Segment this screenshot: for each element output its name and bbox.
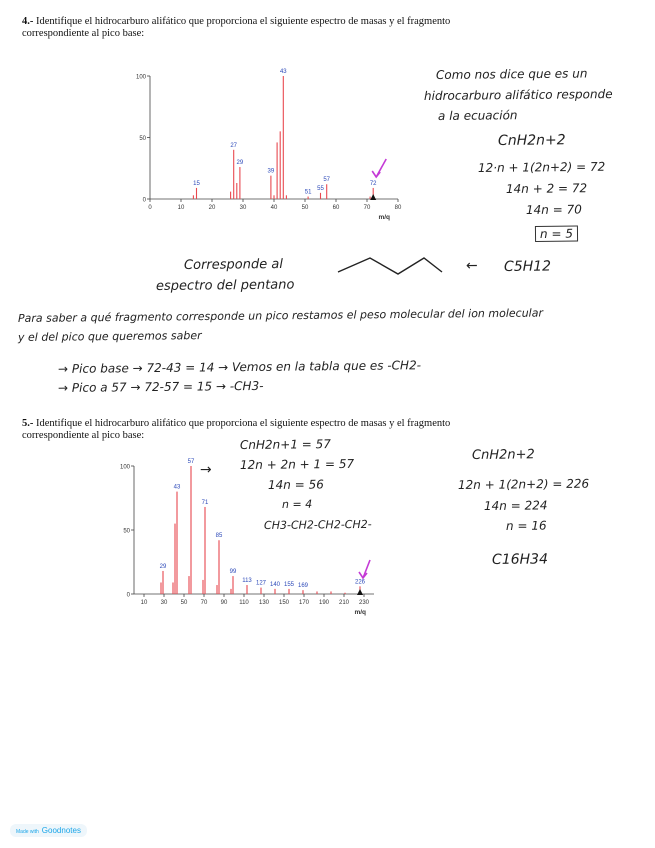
goodnotes-brand: Goodnotes (41, 826, 81, 835)
peak-label: 71 (201, 499, 209, 506)
peak-label: 169 (297, 583, 309, 590)
question-5-line1: Identifique el hidrocarburo alifático que proporciona el siguiente espectro de masas y el fragmento (36, 418, 451, 429)
peak-label: 127 (255, 580, 267, 587)
note-4-eq4-boxed: n = 5 (535, 226, 578, 242)
peak-label: 55 (317, 185, 324, 192)
x-tick-label: 130 (258, 600, 270, 606)
x-tick-label: 10 (140, 600, 148, 606)
molecular-ion-marker (357, 589, 363, 595)
peak-label: 113 (242, 578, 252, 585)
note-5-b3: 14n = 224 (483, 498, 548, 513)
note-5-a3: 14n = 56 (267, 477, 324, 492)
y-tick-label: 0 (126, 592, 130, 599)
x-tick-label: 170 (298, 600, 310, 606)
note-4-eq2: 14n + 2 = 72 (505, 181, 588, 196)
peak-label: 155 (283, 581, 295, 588)
x-tick-label: 210 (338, 600, 350, 606)
peak-label: 39 (267, 168, 275, 175)
note-5-a1: CnH2n+1 = 57 (239, 437, 331, 452)
x-tick-label: 80 (394, 205, 402, 211)
peak-label: 29 (236, 160, 244, 167)
y-tick-label: 100 (135, 74, 146, 81)
x-tick-label: 30 (160, 600, 168, 606)
y-tick-label: 0 (142, 197, 146, 204)
goodnotes-badge (10, 824, 87, 837)
y-tick-label: 50 (123, 528, 130, 535)
x-tick-label: 20 (208, 205, 216, 211)
mass-spectrum-chart-1 (128, 62, 418, 222)
x-tick-label: 70 (363, 205, 371, 211)
x-tick-label: 10 (177, 205, 185, 211)
peak-label: 226 (354, 579, 366, 586)
note-5-a4: n = 4 (281, 497, 313, 511)
question-4-line1: Identifique el hidrocarburo alifático que proporciona el siguiente espectro de masas y el fragmento (36, 16, 451, 27)
note-5-a2: 12n + 2n + 1 = 57 (239, 456, 355, 472)
note-4-line2: hidrocarburo alifático responde (423, 87, 613, 103)
question-5-number: 5.- (22, 418, 34, 429)
note-5-a5: CH3-CH2-CH2-CH2- (263, 517, 372, 532)
peak-label: 15 (193, 180, 200, 187)
note-4-corresponde: Corresponde al (183, 256, 283, 273)
peak-label: 57 (187, 459, 195, 465)
x-tick-label: 40 (270, 205, 278, 211)
x-tick-label: 90 (220, 600, 228, 606)
peak-label: 140 (269, 581, 281, 588)
x-axis-label: m/q (354, 609, 366, 616)
note-4-arrow: ← (465, 257, 478, 274)
question-5-line2: correspondiente al pico base: (22, 430, 145, 441)
made-with-text: Made with (16, 829, 39, 835)
note-4-line1: Como nos dice que es un (435, 66, 588, 82)
x-tick-label: 150 (278, 600, 290, 606)
x-tick-label: 0 (148, 205, 152, 211)
note-5-b2: 12n + 1(2n+2) = 226 (457, 476, 590, 492)
x-axis-label: m/q (378, 214, 390, 221)
x-tick-label: 70 (200, 600, 208, 606)
question-4-text (22, 16, 632, 40)
y-tick-label: 100 (119, 464, 130, 471)
peak-label: 43 (173, 484, 181, 491)
note-4-line3: a la ecuación (437, 108, 518, 123)
molecular-ion-marker (370, 194, 376, 200)
x-tick-label: 110 (239, 600, 249, 606)
peak-label: 85 (215, 533, 223, 540)
note-4-answer: C5H12 (503, 258, 552, 275)
x-tick-label: 50 (180, 600, 188, 606)
note-5-b4: n = 16 (505, 518, 547, 533)
question-4-line2: correspondiente al pico base: (22, 28, 145, 39)
note-4-pico-base: → Pico base → 72-43 = 14 → Vemos en la tabla que es -CH2- (57, 358, 422, 376)
note-5-answer: C16H34 (491, 551, 549, 568)
peak-label: 29 (159, 563, 167, 570)
peak-label: 51 (304, 189, 312, 196)
pentane-zigzag-drawing (334, 252, 444, 280)
x-tick-label: 230 (358, 600, 370, 606)
mass-spectrum-chart-2 (112, 452, 397, 622)
note-4-formula: CnH2n+2 (497, 132, 566, 149)
note-4-eq1: 12·n + 1(2n+2) = 72 (477, 159, 606, 175)
x-tick-label: 190 (318, 600, 330, 606)
peak-label: 99 (229, 569, 237, 576)
note-4-fragment-line2: y el del pico que queremos saber (17, 329, 202, 344)
y-tick-label: 50 (139, 136, 146, 142)
x-tick-label: 50 (301, 205, 309, 211)
x-tick-label: 60 (332, 205, 340, 211)
note-4-pico-57: → Pico a 57 → 72-57 = 15 → -CH3- (57, 378, 264, 395)
peak-label: 57 (323, 177, 331, 184)
note-5-b1: CnH2n+2 (471, 447, 535, 463)
peak-label: 27 (230, 142, 238, 149)
note-5-arrow: → (199, 461, 212, 478)
question-4-number: 4.- (22, 16, 34, 27)
peak-label: 43 (279, 69, 287, 75)
note-4-eq3: 14n = 70 (525, 202, 582, 217)
note-4-espectro: espectro del pentano (155, 277, 295, 294)
pointer-arrow-line (363, 560, 370, 578)
note-4-fragment-line1: Para saber a qué fragmento corresponde un pico restamos el peso molecular del ion molecular (17, 306, 544, 325)
x-tick-label: 30 (239, 205, 247, 211)
peak-label: 72 (369, 180, 377, 187)
